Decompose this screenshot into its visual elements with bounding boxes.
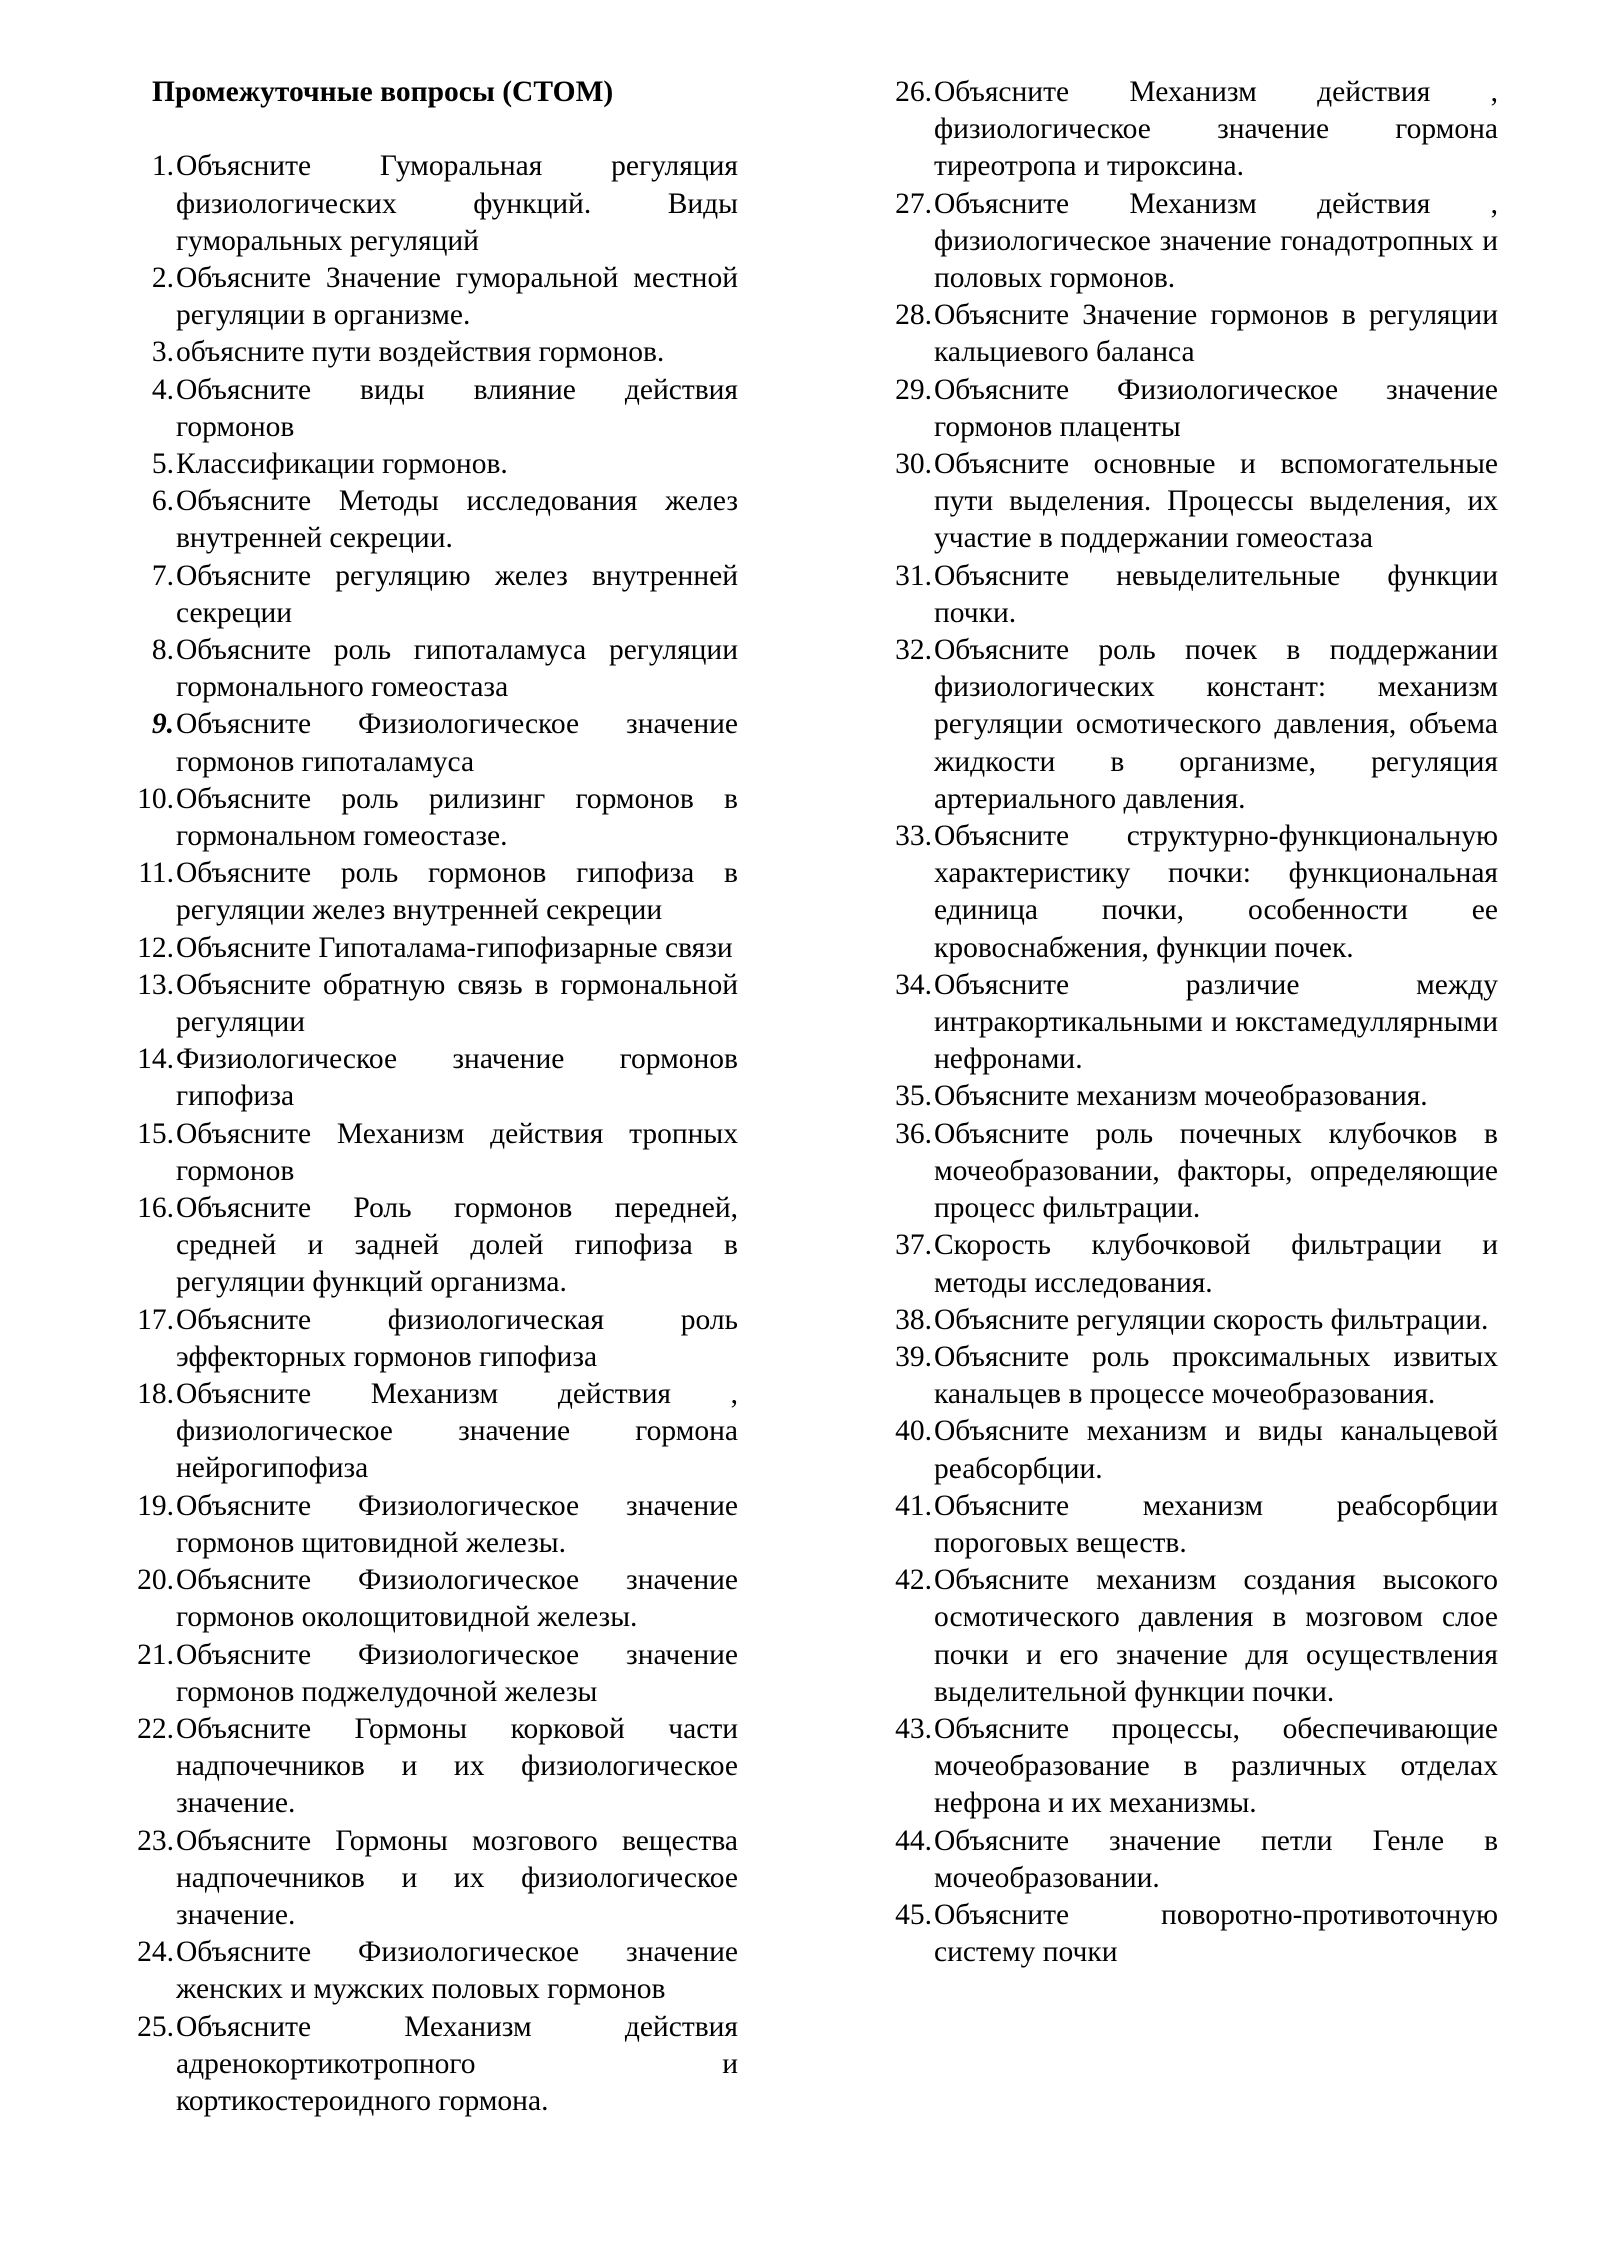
question-item [876,1823,1498,1897]
question-text: Объясните Механизм действия , физиологическое значение гормона нейрогипофиза [176,1378,738,1485]
question-item [876,446,1498,558]
question-number: 5. [151,448,174,480]
question-item [876,186,1498,298]
question-item [118,706,738,780]
question-text: Объясните процессы, обеспечивающие мочеобразование в различных отделах нефрона и их механизмы. [934,1712,1498,1820]
question-number: 29. [895,373,932,406]
question-text: Объясните различие между интракортикальными и юкстамедуллярными нефронами. [934,968,1498,1076]
question-text: Объясните Механизм действия , физиологическое значение гормона тиреотропа и тироксина. [934,76,1498,183]
question-number: 26. [895,76,932,108]
question-item [876,1302,1498,1339]
question-item [118,334,738,371]
question-text: Объясните Физиологическое значение гормонов околощитовидной железы. [176,1564,738,1634]
question-item [118,148,738,260]
question-item [118,1562,738,1636]
question-number: 24. [137,1936,174,1969]
question-item [118,967,738,1041]
question-text: Классификации гормонов. [176,448,508,480]
question-text: Объясните Механизм действия адренокортикотропного и кортикостероидного гормона. [176,2010,738,2117]
question-item [876,818,1498,967]
question-item [118,446,738,483]
question-number: 32. [895,634,932,667]
question-number: 28. [895,299,932,332]
question-number: 23. [137,1824,174,1857]
question-item [118,632,738,706]
question-number: 13. [137,968,174,1001]
question-item [118,1823,738,1935]
question-text: Объясните Механизм действия , физиологическое значение гонадотропных и половых гормонов. [934,187,1498,295]
question-item [118,483,738,557]
question-item [118,260,738,334]
question-text: Объясните Гипоталама-гипофизарные связи [176,931,733,964]
question-number: 6. [151,485,174,518]
question-item [876,1339,1498,1413]
question-text: Объясните регуляцию желез внутренней секреции [176,559,738,629]
question-number: 38. [895,1303,932,1336]
question-item [876,1116,1498,1228]
question-item [118,930,738,967]
question-text: Объясните Механизм действия тропных гормонов [176,1117,738,1187]
question-number: 21. [137,1638,174,1671]
question-text: Объясните значение петли Генле в мочеобразовании. [934,1824,1498,1894]
question-text: Объясните виды влияние действия гормонов [176,373,738,443]
question-number: 19. [137,1489,174,1522]
question-item [118,1376,738,1488]
question-number: 17. [137,1303,174,1336]
question-text: Объясните Гуморальная регуляция физиологических функций. Виды гуморальных регуляций [176,150,738,257]
question-text: Объясните Физиологическое значение гормонов гипоталамуса [176,708,738,778]
question-item [118,2009,738,2121]
question-item [876,297,1498,371]
question-item [876,372,1498,446]
question-number: 7. [151,559,174,592]
question-text: Объясните физиологическая роль эффекторных гормонов гипофиза [176,1303,738,1373]
question-number: 15. [137,1117,174,1150]
question-text: Скорость клубочковой фильтрации и методы исследования. [934,1229,1498,1299]
question-text: Объясните роль рилизинг гормонов в гормональном гомеостазе. [176,782,738,853]
question-text: Объясните механизм создания высокого осмотического давления в мозговом слое почки и его значение для осуществления выделительной функции почки. [934,1564,1498,1708]
question-text: Объясните регуляции скорость фильтрации. [934,1303,1489,1336]
question-number: 12. [137,931,174,964]
question-number: 45. [895,1898,932,1931]
question-text: Объясните невыделительные функции почки. [934,559,1498,629]
question-text: Объясните Физиологическое значение женских и мужских половых гормонов [176,1936,738,2006]
question-text: Объясните роль гипоталамуса регуляции гормонального гомеостаза [176,634,738,704]
question-item [118,1637,738,1711]
question-item [118,1302,738,1376]
question-number: 27. [895,187,932,220]
question-text: Объясните Значение гуморальной местной регуляции в организме. [176,261,738,332]
left-column [118,74,738,2120]
question-text: Объясните Роль гормонов передней, средней и задней долей гипофиза в регуляции функций организма. [176,1192,738,1299]
question-item [876,74,1498,186]
question-number: 44. [895,1824,932,1857]
question-text: Объясните обратную связь в гормональной регуляции [176,968,738,1039]
question-text: Объясните Физиологическое значение гормонов поджелудочной железы [176,1638,738,1708]
question-number: 20. [137,1564,174,1597]
question-text: Объясните механизм мочеобразования. [934,1080,1428,1113]
question-item [876,967,1498,1079]
question-text: Объясните роль проксимальных извитых канальцев в процессе мочеобразования. [934,1340,1498,1411]
question-number: 34. [895,968,932,1001]
question-number: 35. [895,1080,932,1113]
question-item [876,1562,1498,1711]
question-text: объясните пути воздействия гормонов. [176,336,665,369]
question-number: 18. [137,1378,174,1411]
question-item [876,1078,1498,1115]
question-item [118,1190,738,1302]
question-number: 25. [137,2010,174,2043]
question-item [876,1227,1498,1301]
question-item [876,558,1498,632]
question-text: Физиологическое значение гормонов гипофиза [176,1043,738,1113]
question-text: Объясните Значение гормонов в регуляции кальциевого баланса [934,299,1498,369]
question-number: 9. [151,708,174,741]
question-number: 11. [138,857,174,890]
question-item [118,1934,738,2008]
question-text: Объясните роль гормонов гипофиза в регуляции желез внутренней секреции [176,857,738,927]
question-list-right [876,74,1498,1971]
question-text: Объясните Методы исследования желез внутренней секреции. [176,485,738,555]
question-number: 41. [895,1489,932,1522]
question-text: Объясните Физиологическое значение гормонов плаценты [934,373,1498,443]
question-number: 14. [137,1043,174,1076]
question-text: Объясните механизм реабсорбции пороговых веществ. [934,1489,1498,1559]
question-number: 43. [895,1712,932,1745]
question-item [118,1041,738,1115]
document-title: Промежуточные вопросы (СТОМ) [152,76,614,108]
question-number: 39. [895,1340,932,1373]
question-number: 16. [137,1192,174,1225]
question-number: 8. [151,634,174,667]
question-item [118,1116,738,1190]
question-number: 10. [137,782,174,815]
question-item [118,1711,738,1823]
question-number: 33. [895,820,932,853]
question-item [876,1897,1498,1971]
question-text: Объясните роль почечных клубочков в мочеобразовании, факторы, определяющие процесс фильтрации. [934,1117,1498,1225]
question-text: Объясните роль почек в поддержании физиологических констант: механизм регуляции осмотического давления, объема жидкости в организме, регуляция артериального давления. [934,634,1498,815]
question-item [118,1488,738,1562]
question-number: 22. [137,1712,174,1745]
question-text: Объясните механизм и виды канальцевой реабсорбции. [934,1415,1498,1485]
question-item [876,632,1498,818]
question-number: 4. [151,373,174,406]
question-text: Объясните Физиологическое значение гормонов щитовидной железы. [176,1489,738,1559]
question-text: Объясните поворотно-противоточную систему почки [934,1898,1498,1969]
question-item [118,855,738,929]
question-item [118,372,738,446]
question-item [118,558,738,632]
question-number: 2. [151,261,174,294]
question-number: 36. [895,1117,932,1150]
question-list-left [118,148,738,2120]
question-text: Объясните Гормоны мозгового вещества надпочечников и их физиологическое значение. [176,1824,738,1931]
question-number: 3. [151,336,174,369]
question-text: Объясните основные и вспомогательные пути выделения. Процессы выделения, их участие в поддержании гомеостаза [934,448,1498,555]
question-number: 40. [895,1415,932,1448]
question-item [876,1711,1498,1823]
question-item [118,781,738,855]
right-column [876,74,1498,1971]
question-item [876,1488,1498,1562]
question-number: 30. [895,448,932,481]
question-text: Объясните Гормоны корковой части надпочечников и их физиологическое значение. [176,1712,738,1820]
question-item [876,1413,1498,1487]
question-number: 1. [151,150,174,183]
question-number: 42. [895,1564,932,1597]
question-number: 31. [895,559,932,592]
question-text: Объясните структурно-функциональную характеристику почки: функциональная единица почки, особенности ее кровоснабжения, функции почек. [934,820,1498,964]
question-number: 37. [895,1229,932,1262]
